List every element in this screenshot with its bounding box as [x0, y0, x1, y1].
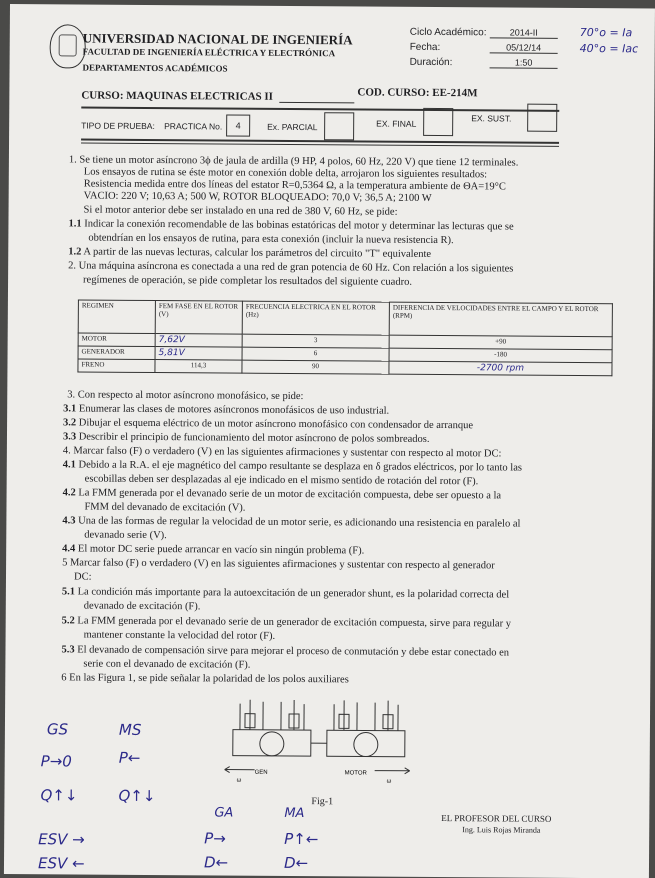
handwriting-q1: Q↑↓ [40, 786, 77, 804]
table-cell-handwritten: -2700 rpm [389, 361, 612, 376]
table-cell: +90 [389, 335, 612, 350]
fecha-label: Fecha: [410, 42, 441, 53]
motor-label: MOTOR [345, 770, 368, 776]
q6-line: 6 En las Figura 1, se pide señalar la polaridad de los polos auxiliares [61, 672, 349, 686]
q3-line: 3. Con respecto al motor asíncrono monofásico, se pide: [67, 389, 303, 403]
header-rule [81, 107, 559, 112]
university-logo [50, 24, 86, 68]
generator-yoke [233, 730, 311, 757]
q1-line-1: 1. Se tiene un motor asíncrono 3ϕ de jaula de ardilla (9 HP, 4 polos, 60 Hz, 220 V) que tiene 12 terminales. [69, 154, 519, 169]
table-cell-handwritten: 7,62V [155, 334, 242, 348]
table-cell-handwritten: 5,81V [155, 347, 242, 361]
q5-2-line-1: 5.2 La FMM generada por el devanado serie de un generador de excitación compuesta, sirve para regular y [62, 615, 511, 630]
table-header: DIFERENCIA DE VELOCIDADES ENTRE EL CAMPO Y EL ROTOR (RPM) [389, 302, 612, 337]
duracion-label: Duración: [410, 57, 453, 68]
corner-handwriting-2: 40°o = Iac [580, 42, 639, 55]
q3-1-line: 3.1 Enumerar las clases de motores asíncronos monofásicos de uso industrial. [63, 403, 389, 417]
course-code-label: COD. CURSO: [357, 86, 429, 99]
final-box [423, 108, 453, 136]
handwriting-p1: P→0 [41, 752, 72, 770]
handwriting-p3: P→ [204, 829, 226, 847]
table-cell: MOTOR [78, 333, 155, 347]
table-cell: 6 [242, 347, 389, 361]
q4-3-line-2: devanado serie (V). [84, 530, 167, 543]
handwriting-d2: D← [284, 854, 308, 872]
course-value: MAQUINAS ELECTRICAS II [126, 90, 273, 103]
q5-2-line-2: mantener constante la velocidad del rotor (F). [84, 630, 276, 643]
q4-1-line-1: 4.1 Debido a la R.A. el eje magnético del campo resultante se desplaza en δ grados eléctricos, por lo tanto las [63, 459, 522, 474]
handwriting-ma: MA [284, 806, 304, 821]
q1-1-line-1: 1.1 Indicar la conexión recomendable de las bobinas estatóricas del motor y determinar las lecturas que se [68, 218, 513, 233]
q1-1-line-2: obtendrían en los ensayos de rutina, para esta conexión (incluir la nueva resistencia R). [88, 233, 453, 248]
table-cell: GENERADOR [78, 346, 155, 360]
department-name: DEPARTAMENTOS ACADÉMICOS [83, 63, 228, 74]
ciclo-label: Ciclo Académico: [410, 27, 487, 39]
handwriting-esv1: ESV → [38, 830, 85, 848]
sust-label: EX. SUST. [471, 113, 511, 123]
table-cell: 114,3 [155, 360, 242, 374]
signature-title: EL PROFESOR DEL CURSO [441, 812, 551, 825]
parcial-box [324, 112, 354, 140]
motor-yoke [327, 730, 405, 757]
course-code [357, 86, 477, 99]
q1-line-5: Si el motor anterior debe ser instalado en una red de 380 V, 60 Hz, se pide: [84, 205, 398, 219]
handwriting-q2: Q↑↓ [118, 787, 155, 805]
q1-line-2: Los ensayos de rutina se éste motor en conexión doble delta, arrojaron los siguientes resultados: [84, 167, 487, 182]
corner-handwriting-1: 70°o = Ia [580, 26, 633, 39]
course-label: CURSO: [81, 90, 123, 102]
q5-1-line-1: 5.1 La condición más importante para la autoexcitación de un generador shunt, es la polaridad correcta del [62, 586, 509, 601]
table-cell: -180 [389, 348, 612, 363]
q5-line-1: 5 Marcar falso (F) o verdadero (V) en las siguientes afirmaciones y sustentar con respecto al generador [62, 557, 495, 572]
table-header: REGIMEN [78, 300, 155, 334]
table-header: FEM FASE EN EL ROTOR (V) [155, 301, 242, 335]
practica-number-box: 4 [226, 115, 250, 137]
table-row [78, 359, 612, 376]
handwriting-esv2: ESV ← [38, 854, 85, 872]
q5-3-line-1: 5.3 El devanado de compensación sirve para mejorar el proceso de conmutación y debe estar conectado en [61, 644, 509, 659]
handwriting-p4: P↑← [284, 830, 318, 848]
table-header-row [78, 300, 612, 337]
figure-caption: Fig-1 [311, 796, 333, 808]
q1-line-4: VACIO: 220 V; 10,63 A; 500 W, ROTOR BLOQUEADO: 70,0 V; 36,5 A; 2100 W [84, 191, 432, 205]
handwriting-d1: D← [204, 853, 228, 871]
course-underline [279, 102, 354, 104]
q1-line-3: Resistencia medida entre dos líneas del estator R=0,5364 Ω, a la temperatura ambiente de ΘA=19°C [84, 179, 506, 194]
generator-armature [260, 732, 284, 756]
q4-line: 4. Marcar falso (F) o verdadero (V) en las siguientes afirmaciones y sustentar con respecto al motor DC: [63, 445, 502, 460]
table-cell: FRENO [78, 359, 155, 373]
course-title [81, 90, 273, 103]
q4-2-line-2: FMM del devanado de excitación (V). [84, 502, 245, 515]
handwriting-ga: GA [214, 805, 233, 820]
table-cell: 3 [242, 334, 389, 348]
ciclo-value: 2014-II [490, 27, 558, 38]
handwriting-p2: P← [119, 749, 141, 767]
q3-2-line: 3.2 Dibujar el esquema eléctrico de un motor asíncrono monofásico con condensador de arranque [63, 417, 473, 432]
course-code-value: EE-214M [432, 87, 477, 99]
q1-2-line: 1.2 A partir de las nuevas lecturas, calcular los parámetros del circuito "T" equivalente [68, 246, 431, 261]
q5-1-line-2: devanado de excitación (F). [84, 601, 201, 614]
q3-3-line: 3.3 Describir el principio de funcionamiento del motor asíncrono de polos sombreados. [63, 431, 430, 446]
table-cell: 90 [242, 360, 389, 374]
practica-label: PRACTICA No. [164, 121, 222, 131]
final-label: EX. FINAL [376, 119, 416, 129]
q4-3-line-1: 4.3 Una de las formas de regular la velocidad de un motor serie, es adicionando una resistencia en paralelo al [62, 515, 520, 530]
gen-omega: ω [237, 778, 242, 784]
exam-sheet [4, 4, 655, 878]
handwriting-ms: MS [119, 721, 142, 739]
table-header: FRECUENCIA ELECTRICA EN EL ROTOR (Hz) [242, 301, 389, 335]
regimes-table [77, 299, 612, 376]
q4-2-line-1: 4.2 La FMM generada por el devanado serie de un motor de excitación compuesta, debe ser opuesto a la [63, 487, 502, 502]
q5-3-line-2: serie con el devanado de excitación (F). [83, 659, 250, 672]
figure-1-diagram [215, 693, 426, 786]
duracion-value: 1:50 [490, 57, 558, 68]
q4-1-line-2: escobillas deben ser desplazadas al eje indicado en el mismo sentido de rotación del rotor (F). [85, 474, 479, 489]
parcial-label: Ex. PARCIAL [267, 122, 317, 132]
motor-armature [354, 732, 378, 756]
sust-box [527, 104, 557, 132]
q5-line-2: DC: [74, 571, 92, 583]
q4-4-line: 4.4 El motor DC serie puede arrancar en vacío sin ningún problema (F). [62, 543, 364, 557]
q2-line-2: regímenes de operación, se pide completar los resultados del siguiente cuadro. [83, 275, 412, 289]
faculty-name: FACULTAD DE INGENIERÍA ELÉCTRICA Y ELECTRÓNICA [83, 47, 336, 59]
university-name: UNIVERSIDAD NACIONAL DE INGENIERÍA [83, 31, 353, 49]
test-type-label: TIPO DE PRUEBA: [81, 120, 155, 131]
gen-label: GEN [255, 770, 268, 776]
fecha-value: 05/12/14 [490, 42, 558, 53]
handwriting-gs: GS [47, 720, 68, 738]
q2-line-1: 2. Una máquina asíncrona es conectada a una red de gran potencia de 60 Hz. Con relación a los siguientes [68, 260, 513, 275]
signature-name: Ing. Luis Rojas Miranda [462, 824, 540, 837]
motor-omega: ω [387, 779, 392, 785]
